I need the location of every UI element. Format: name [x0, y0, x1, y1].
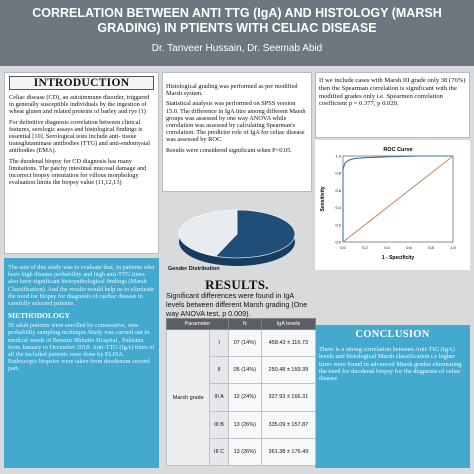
roc-x-tick: 1.0: [450, 245, 456, 250]
roc-x-tick: 0.6: [406, 245, 412, 250]
conclusion-section: [315, 325, 470, 468]
aim-paragraph: The aim of this study was to evaluate that, in patients who have high disease probability and high anti-TTG titers also have significant histopathological findings (Marsh Classification). And the results would help us to eliminate the need for biopsy for diagnosis of caeliac disease in carefully selected patients.: [8, 264, 155, 308]
iga-table: [166, 318, 316, 466]
roc-y-tick: 0.8: [335, 170, 341, 176]
roc-y-label: Sensitivity: [320, 186, 326, 212]
row-iga: 327.93 ± 166.31: [261, 384, 315, 411]
conclusion-heading: CONCLUSION: [355, 329, 430, 340]
roc-y-tick: 0.4: [335, 205, 341, 211]
row-n: 07 (14%): [228, 330, 261, 357]
roc-y-tick: 0.6: [335, 187, 341, 193]
roc-x-tick: 0.0: [340, 245, 346, 250]
roc-svg: [315, 140, 470, 270]
table-header-row: [167, 319, 316, 330]
poster-header: [0, 0, 474, 66]
poster-authors: Dr. Tanveer Hussain, Dr. Seemab Abid: [151, 43, 323, 54]
marsh-iga-table: [166, 318, 316, 466]
roc-chart: [315, 140, 470, 270]
right-column: [315, 72, 470, 468]
introduction-section: [4, 72, 159, 254]
roc-x-label: 1 - Specificity: [381, 255, 415, 261]
introduction-heading: INTRODUCTION: [9, 76, 154, 90]
roc-y-tick: 0.0: [335, 239, 341, 245]
row-level: III B: [210, 411, 228, 438]
row-n: 12 (24%): [228, 384, 261, 411]
spearman-text: If we include cases with Marsh III grade only 38 (76%) then the Spearman correlation is significant with the modified grades only i.e. Spearmen correlation coefficient ρ = 0.377, p 0.020.: [319, 77, 466, 108]
methodology-heading: METHODOLOGY: [8, 311, 71, 321]
row-n: 05 (14%): [228, 357, 261, 384]
header-n: N: [228, 319, 261, 330]
intro-paragraph-3: The duodenal biopsy for CD diagnosis has many limitations. The patchy intestinal mucosal damage and incorrect biopsy orientation for villous morphology evaluation limits the biopsy value (11,12,13): [9, 157, 147, 187]
roc-x-tick: 0.4: [384, 245, 390, 250]
row-iga: 335.09 ± 157.87: [261, 411, 315, 438]
row-level: III C: [210, 438, 228, 465]
roc-title: ROC Curve: [383, 147, 413, 153]
conclusion-text: There is a strong correlation between Anti-TtG (IgA) levels and histological Marsh classification i.e higher titres were found in advanced Marsh grades eliminating the need for duodenal biopsy for the diagnosis of celiac disease: [319, 346, 462, 383]
row-n: 13 (26%): [228, 438, 261, 465]
row-level: I: [210, 330, 228, 357]
row-iga: 361.38 ± 176.49: [261, 438, 315, 465]
statistics-section: [162, 72, 312, 192]
aim-methodology-section: [4, 258, 159, 468]
roc-y-tick: 0.2: [335, 222, 341, 228]
table-row: [167, 330, 316, 357]
group-label: Marsh grade: [167, 330, 210, 466]
left-column: [4, 72, 159, 468]
stats-paragraph-1: Histological grading was performed as per modified Marsh system.: [166, 83, 298, 98]
row-iga: 250.48 ± 159.39: [261, 357, 315, 384]
intro-paragraph-2: For definitive diagnosis correlation between clinical features, serologic assays and histological findings is essential [10]. Serological tests include anti- tissue transglutaminase antibodies (TTG) and anti-endomysial antibodies (EMA).: [9, 118, 150, 155]
poster-title: CORRELATION BETWEEN ANTI TTG (IgA) AND HISTOLOGY (MARSH GRADING) IN PTIENTS WITH CELIAC DISEASE: [32, 6, 442, 35]
stats-paragraph-2: Statistical analysis was performed on SPSS version 15.0. The difference in IgA titre among different Marsh groups was assessed by one way ANOVA while correlation was assessed by calculating Spearman's correlation. The predictor role of IgA for celiac disease was assessed by ROC.: [166, 100, 306, 144]
roc-y-tick: 1.0: [335, 153, 341, 159]
row-n: 13 (26%): [228, 411, 261, 438]
methodology-paragraph: 50 adult patients were enrolled by consecutive, non-probability sampling technique.Study was carried out in medical wards of Benazir Bhhutto Hospital , Pakistan from January to December 2018. Anti-TTG (IgA) titres of all the included patients were done by ELISA. Endoscopic biopsies were taken from duodenum second part.: [8, 322, 155, 373]
row-level: II: [210, 357, 228, 384]
intro-paragraph-1: Celiac disease (CD), an autoimmune disorder, triggered in generally susceptible individuals by the ingestion of wheat gluten and related proteins of barley and rye (1): [9, 94, 150, 116]
roc-x-tick: 0.8: [428, 245, 434, 250]
row-level: III A: [210, 384, 228, 411]
header-iga: IgA levels: [261, 319, 315, 330]
roc-x-tick: 0.2: [362, 245, 368, 250]
results-heading: RESULTS.: [205, 277, 269, 292]
header-parameter: Parameter: [167, 319, 229, 330]
spearman-section: [315, 72, 470, 138]
stats-paragraph-3: Results were considered significant when P<0.05.: [166, 146, 292, 154]
row-iga: 458.43 ± 116.73: [261, 330, 315, 357]
results-text: Significant differences were found in IgA levels between different Marsh grading (One way ANOVA test, p 0.009).: [166, 291, 308, 318]
pie-label: Gender Distribution: [168, 266, 220, 272]
